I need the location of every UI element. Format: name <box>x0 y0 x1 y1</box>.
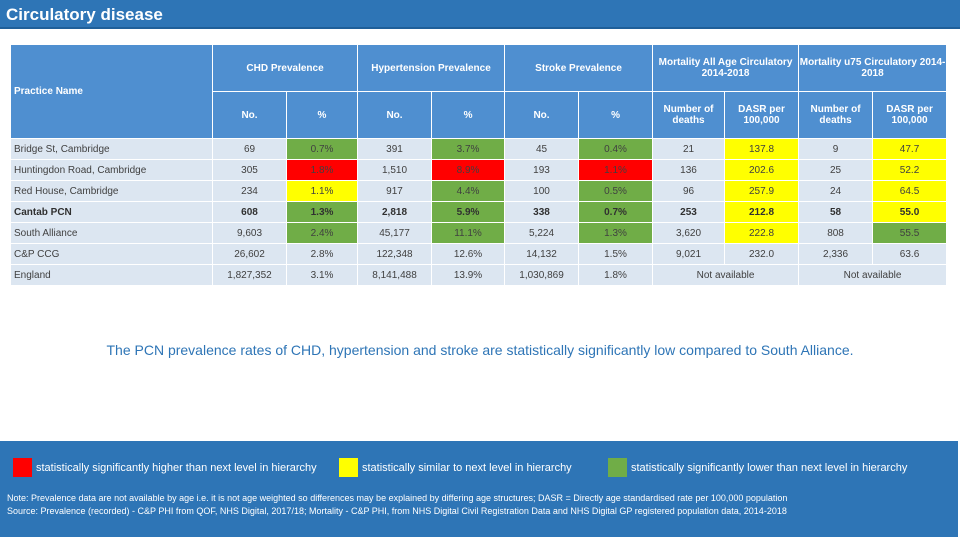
table-cell: 64.5 <box>873 181 947 202</box>
table-cell: 202.6 <box>725 160 799 181</box>
page-title: Circulatory disease <box>6 5 163 24</box>
table-cell: 305 <box>213 160 287 181</box>
table-cell: 4.4% <box>432 181 505 202</box>
table-cell: 9 <box>799 139 873 160</box>
legend-label: statistically similar to next level in hierarchy <box>362 462 572 474</box>
title-bar <box>0 0 960 29</box>
group-header-hypertension: Hypertension Prevalence <box>358 45 505 92</box>
table-cell: 917 <box>358 181 432 202</box>
table-cell: 13.9% <box>432 265 505 286</box>
table-cell: 1.1% <box>287 181 358 202</box>
table-cell: 24 <box>799 181 873 202</box>
table-cell: 2.4% <box>287 223 358 244</box>
table-cell: 3,620 <box>653 223 725 244</box>
table-cell: 25 <box>799 160 873 181</box>
legend-label: statistically significantly higher than next level in hierarchy <box>36 462 317 474</box>
table-cell: 232.0 <box>725 244 799 265</box>
subheader-u75-dasr: DASR per 100,000 <box>873 92 947 139</box>
subheader-u75-deaths: Number of deaths <box>799 92 873 139</box>
table-cell: 2,336 <box>799 244 873 265</box>
row-practice-name: England <box>11 265 213 286</box>
table-cell: 58 <box>799 202 873 223</box>
table-cell: 100 <box>505 181 579 202</box>
table-cell: 137.8 <box>725 139 799 160</box>
table-cell: 14,132 <box>505 244 579 265</box>
table-row-england <box>11 265 947 286</box>
table-cell: 234 <box>213 181 287 202</box>
table-cell: 1.3% <box>287 202 358 223</box>
table-body <box>11 139 947 286</box>
table-cell: 1.3% <box>579 223 653 244</box>
table-cell: 212.8 <box>725 202 799 223</box>
row-practice-name: C&P CCG <box>11 244 213 265</box>
table-cell: 122,348 <box>358 244 432 265</box>
table-cell: 9,603 <box>213 223 287 244</box>
summary-text: The PCN prevalence rates of CHD, hypertension and stroke are statistically significantly low compared to South Alliance. <box>106 342 854 358</box>
note-line: Note: Prevalence data are not available by age i.e. it is not age weighted so differences may be explained by differing age structures; DASR = Directly age standardised rate per 100,000 population <box>7 493 788 503</box>
circulatory-disease-table <box>10 44 947 286</box>
table-row-pcn <box>11 202 947 223</box>
row-practice-name: Cantab PCN <box>11 202 213 223</box>
group-header-chd: CHD Prevalence <box>213 45 358 92</box>
table-cell: 69 <box>213 139 287 160</box>
table-cell: 11.1% <box>432 223 505 244</box>
table-cell: 1.5% <box>579 244 653 265</box>
table-cell: 8.9% <box>432 160 505 181</box>
not-available-all-age: Not available <box>653 265 799 286</box>
table-cell: 0.4% <box>579 139 653 160</box>
group-header-mortality-all-age: Mortality All Age Circulatory 2014-2018 <box>653 45 799 92</box>
table-cell: 0.5% <box>579 181 653 202</box>
legend-label: statistically significantly lower than next level in hierarchy <box>631 462 908 474</box>
row-practice-name: Bridge St, Cambridge <box>11 139 213 160</box>
table-cell: 21 <box>653 139 725 160</box>
legend-swatch-yellow <box>339 458 358 477</box>
table-cell: 63.6 <box>873 244 947 265</box>
subheader-stroke-pct: % <box>579 92 653 139</box>
practice-name-header: Practice Name <box>11 45 213 139</box>
table-cell: 391 <box>358 139 432 160</box>
group-header-stroke: Stroke Prevalence <box>505 45 653 92</box>
row-practice-name: South Alliance <box>11 223 213 244</box>
footer-panel <box>0 441 958 537</box>
table-cell: 2.8% <box>287 244 358 265</box>
table-cell: 45,177 <box>358 223 432 244</box>
table-row <box>11 139 947 160</box>
row-practice-name: Huntingdon Road, Cambridge <box>11 160 213 181</box>
table-cell: 808 <box>799 223 873 244</box>
table-cell: 1,827,352 <box>213 265 287 286</box>
table-cell: 0.7% <box>287 139 358 160</box>
table-cell: 1.8% <box>579 265 653 286</box>
subheader-all-age-deaths: Number of deaths <box>653 92 725 139</box>
table-cell: 253 <box>653 202 725 223</box>
table-row <box>11 223 947 244</box>
table-row <box>11 160 947 181</box>
not-available-u75: Not available <box>799 265 947 286</box>
table-cell: 47.7 <box>873 139 947 160</box>
subheader-chd-no: No. <box>213 92 287 139</box>
subheader-hyp-no: No. <box>358 92 432 139</box>
table-cell: 55.0 <box>873 202 947 223</box>
table-row <box>11 181 947 202</box>
subheader-stroke-no: No. <box>505 92 579 139</box>
data-table-container <box>10 44 946 286</box>
table-cell: 9,021 <box>653 244 725 265</box>
table-cell: 257.9 <box>725 181 799 202</box>
source-line: Source: Prevalence (recorded) - C&P PHI from QOF, NHS Digital, 2017/18; Mortality - C&P PHI, from NHS Digital Civil Registration Data and NHS Digital GP registered population data, 2014-2018 <box>7 506 787 516</box>
table-cell: 5,224 <box>505 223 579 244</box>
table-cell: 12.6% <box>432 244 505 265</box>
table-cell: 3.1% <box>287 265 358 286</box>
group-header-mortality-u75: Mortality u75 Circulatory 2014-2018 <box>799 45 947 92</box>
table-cell: 0.7% <box>579 202 653 223</box>
table-cell: 2,818 <box>358 202 432 223</box>
subheader-chd-pct: % <box>287 92 358 139</box>
legend-swatch-red <box>13 458 32 477</box>
table-cell: 1.1% <box>579 160 653 181</box>
table-cell: 338 <box>505 202 579 223</box>
table-row <box>11 244 947 265</box>
table-cell: 1,030,869 <box>505 265 579 286</box>
table-cell: 1.8% <box>287 160 358 181</box>
table-cell: 26,602 <box>213 244 287 265</box>
table-cell: 52.2 <box>873 160 947 181</box>
subheader-all-age-dasr: DASR per 100,000 <box>725 92 799 139</box>
table-cell: 222.8 <box>725 223 799 244</box>
table-cell: 5.9% <box>432 202 505 223</box>
table-cell: 45 <box>505 139 579 160</box>
table-cell: 1,510 <box>358 160 432 181</box>
table-cell: 3.7% <box>432 139 505 160</box>
row-practice-name: Red House, Cambridge <box>11 181 213 202</box>
subheader-hyp-pct: % <box>432 92 505 139</box>
table-cell: 193 <box>505 160 579 181</box>
table-cell: 96 <box>653 181 725 202</box>
table-cell: 608 <box>213 202 287 223</box>
table-cell: 8,141,488 <box>358 265 432 286</box>
legend-swatch-green <box>608 458 627 477</box>
table-cell: 55.5 <box>873 223 947 244</box>
table-cell: 136 <box>653 160 725 181</box>
